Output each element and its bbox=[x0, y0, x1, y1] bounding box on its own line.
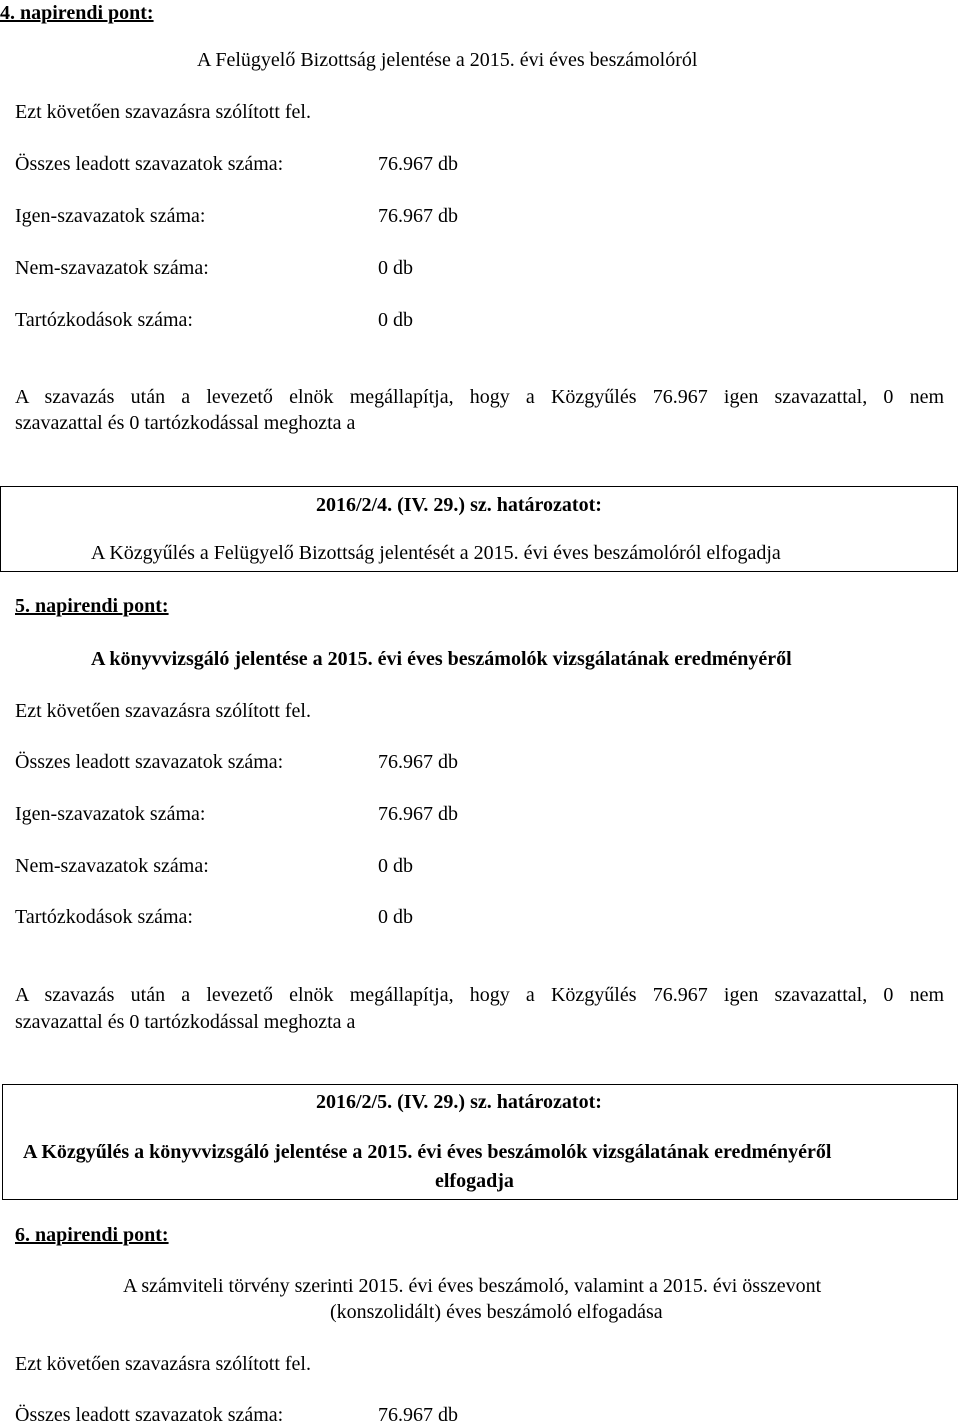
vote-label-no: Nem-szavazatok száma: bbox=[15, 855, 209, 877]
section-6-title-line-1: A számviteli törvény szerinti 2015. évi éves beszámoló, valamint a 2015. évi összevont bbox=[123, 1275, 822, 1297]
vote-value-total: 76.967 db bbox=[378, 751, 458, 773]
section-5-result-line-2: szavazattal és 0 tartózkodással meghozta a bbox=[15, 1011, 356, 1033]
vote-value-no: 0 db bbox=[378, 257, 413, 279]
section-5-title: A könyvvizsgáló jelentése a 2015. évi éves beszámolók vizsgálatának eredményéről bbox=[91, 648, 792, 670]
section-5-resolution-text-line-2: elfogadja bbox=[435, 1170, 514, 1192]
section-5-resolution-id: 2016/2/5. (IV. 29.) sz. határozatot: bbox=[316, 1091, 602, 1113]
section-6-title-line-2: (konszolidált) éves beszámoló elfogadása bbox=[330, 1301, 663, 1323]
vote-value-yes: 76.967 db bbox=[378, 205, 458, 227]
section-4-result-line-1: A szavazás után a levezető elnök megállapítja, hogy a Közgyűlés 76.967 igen szavazattal, 0 nem bbox=[15, 386, 944, 408]
vote-label-no: Nem-szavazatok száma: bbox=[15, 257, 209, 279]
section-4-resolution-id: 2016/2/4. (IV. 29.) sz. határozatot: bbox=[316, 494, 602, 516]
vote-value-total: 76.967 db bbox=[378, 153, 458, 175]
vote-label-yes: Igen-szavazatok száma: bbox=[15, 803, 206, 825]
section-4-result-line-2: szavazattal és 0 tartózkodással meghozta a bbox=[15, 412, 356, 434]
section-4-title: A Felügyelő Bizottság jelentése a 2015. évi éves beszámolóról bbox=[197, 49, 698, 71]
vote-value-abstain: 0 db bbox=[378, 906, 413, 928]
section-4-heading: 4. napirendi pont: bbox=[0, 2, 154, 24]
vote-label-abstain: Tartózkodások száma: bbox=[15, 906, 193, 928]
section-5-vote-call: Ezt követően szavazásra szólított fel. bbox=[15, 700, 311, 722]
section-5-heading: 5. napirendi pont: bbox=[15, 595, 169, 617]
vote-value-yes: 76.967 db bbox=[378, 803, 458, 825]
vote-label-total: Összes leadott szavazatok száma: bbox=[15, 153, 284, 175]
vote-value-abstain: 0 db bbox=[378, 309, 413, 331]
section-6-vote-call: Ezt követően szavazásra szólított fel. bbox=[15, 1353, 311, 1375]
section-5-resolution-text-line-1: A Közgyűlés a könyvvizsgáló jelentése a 2015. évi éves beszámolók vizsgálatának eredményéről bbox=[23, 1141, 832, 1163]
vote-label-abstain: Tartózkodások száma: bbox=[15, 309, 193, 331]
section-5-result-line-1: A szavazás után a levezető elnök megállapítja, hogy a Közgyűlés 76.967 igen szavazattal, 0 nem bbox=[15, 984, 944, 1006]
vote-label-total: Összes leadott szavazatok száma: bbox=[15, 751, 284, 773]
section-4-vote-call: Ezt követően szavazásra szólított fel. bbox=[15, 101, 311, 123]
section-6-heading: 6. napirendi pont: bbox=[15, 1224, 169, 1246]
section-4-resolution-text: A Közgyűlés a Felügyelő Bizottság jelentését a 2015. évi éves beszámolóról elfogadja bbox=[91, 542, 781, 564]
vote-label-total: Összes leadott szavazatok száma: bbox=[15, 1404, 284, 1426]
vote-value-total: 76.967 db bbox=[378, 1404, 458, 1426]
vote-label-yes: Igen-szavazatok száma: bbox=[15, 205, 206, 227]
vote-value-no: 0 db bbox=[378, 855, 413, 877]
